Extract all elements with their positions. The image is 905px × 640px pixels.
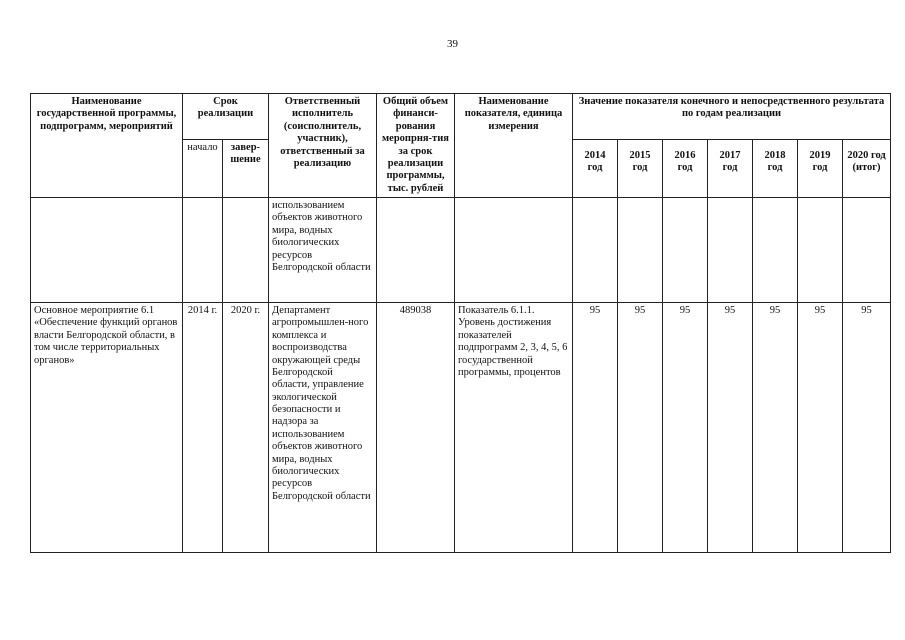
main-value-2020: 95 (843, 303, 891, 553)
table-row-continuation (31, 198, 891, 303)
header-end: завер-шение (223, 139, 269, 197)
header-values-group: Значение показателя конечного и непосредственного результата по годам реализации (573, 94, 891, 140)
header-start: начало (183, 139, 223, 197)
main-value-2015: 95 (618, 303, 663, 553)
main-value-2018: 95 (753, 303, 798, 553)
header-year-2016: 2016 год (663, 139, 708, 197)
header-row-1 (31, 94, 891, 140)
page-number: 39 (447, 38, 458, 50)
main-program-name: Основное мероприятие 6.1 «Обеспечение функций органов власти Белгородской области, в том числе территориальных органов» (31, 303, 183, 553)
main-value-2016: 95 (663, 303, 708, 553)
header-indicator: Наименование показателя, единица измерения (455, 94, 573, 198)
continuation-executor: использованием объектов животного мира, водных биологических ресурсов Белгородской области (269, 198, 377, 303)
main-start: 2014 г. (183, 303, 223, 553)
program-table (30, 93, 891, 553)
main-end: 2020 г. (223, 303, 269, 553)
header-year-2014: 2014 год (573, 139, 618, 197)
main-funding: 489038 (377, 303, 455, 553)
main-value-2019: 95 (798, 303, 843, 553)
header-year-2019: 2019 год (798, 139, 843, 197)
header-year-2017: 2017 год (708, 139, 753, 197)
header-funding: Общий объем финанси-рования меропрня-тия за срок реализации программы, тыс. рублей (377, 94, 455, 198)
main-indicator: Показатель 6.1.1. Уровень достижения показателей подпрограмм 2, 3, 4, 5, 6 государственной программы, процентов (455, 303, 573, 553)
header-period: Срок реализации (183, 94, 269, 140)
main-executor: Департамент агропромышлен-ного комплекса и воспроизводства окружающей среды Белгородской области, управление экологической безопасности и надзора за использованием объектов животного мира, водных биологических ресурсов Белгородской области (269, 303, 377, 553)
table-row-main (31, 303, 891, 553)
header-year-2020: 2020 год (итог) (843, 139, 891, 197)
main-value-2017: 95 (708, 303, 753, 553)
header-year-2015: 2015 год (618, 139, 663, 197)
header-program-name: Наименование государственной программы, подпрограмм, мероприятий (31, 94, 183, 198)
header-year-2018: 2018 год (753, 139, 798, 197)
header-executor: Ответственный исполнитель (соисполнитель, участник), ответственный за реализацию (269, 94, 377, 198)
main-value-2014: 95 (573, 303, 618, 553)
